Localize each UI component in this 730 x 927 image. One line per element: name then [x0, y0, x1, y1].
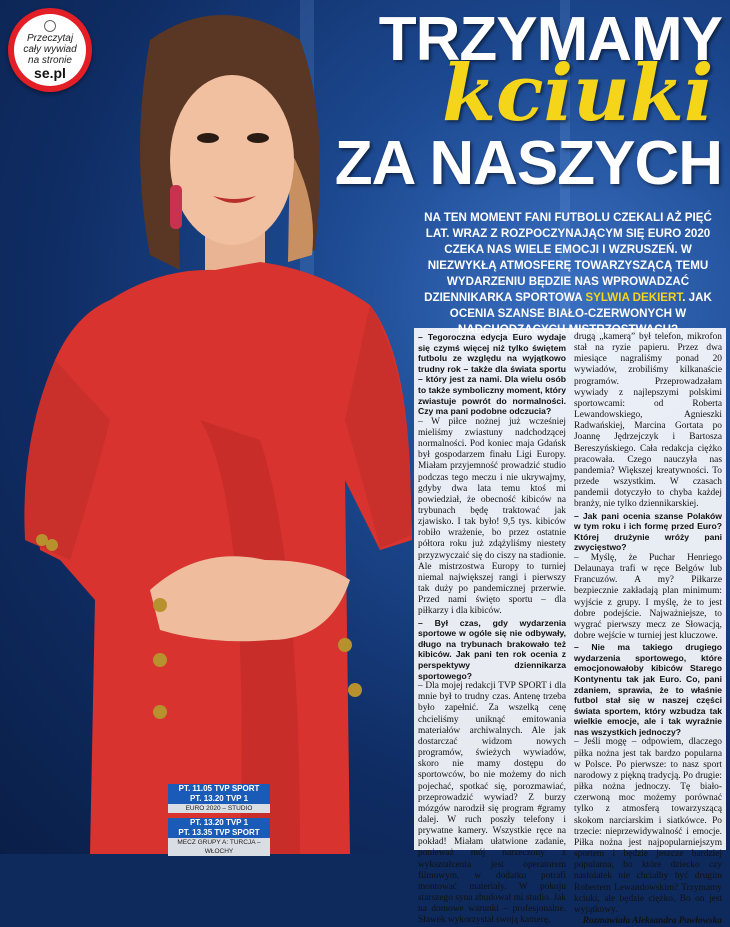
headline-line-3: ZA NASZYCH — [334, 129, 722, 198]
article-column-2 — [574, 332, 722, 927]
badge-line-2: cały wywiad — [23, 43, 77, 55]
question: – Nie ma takiego drugiego wydarzenia sportowego, które emocjonowałoby kibiców Starego Kontynentu tak jak Euro. Co, pani zdaniem, sprawia, że to właśnie futbol stał się w naszej części świata sportem, który wzbudza tak wielkie emocje, ale i tak wyraźnie nas wszystkich jednoczy? — [574, 642, 722, 737]
answer: – W piłce nożnej już wcześniej mieliśmy zwiastuny nadchodzącej normalności. Pod koniec maja Gdańsk był gospodarzem finału Ligi Europy. Miałam przyjemność prowadzić studio podczas tego meczu i nie ukrywajmy, gdyby dwa lata temu ktoś mi powiedział, że obecność kibiców na trybunach będę traktować jak zjawisko. I tak było! 9,5 tys. kibiców robiło wrażenie, bo przez ostatnie półtora roku już zdążyliśmy niestety przyzwyczaić się do ciszy na stadionie. Ale mistrzostwa Europy to turniej niemal największej rangi i pierwszy tak duży po pandemicznej przerwie. Przed nami święto sportu – dla piłkarzy i dla kibiców. — [418, 416, 566, 617]
eye-right — [247, 133, 269, 143]
headline-line-2: kciuki — [442, 48, 714, 139]
badge-brand: se.pl — [34, 64, 66, 81]
earring — [170, 185, 182, 229]
dress-button — [153, 598, 167, 612]
answer: – Myślę, że Puchar Henriego Delaunaya trafi w ręce Belgów lub Francuzów. A my? Piłkarze bezpiecznie zakładają plan minimum: wyjście z grupy. I myślę, że to jest dobre podejście. Najważniejsze, to wygrać pierwszy mecz ze Słowacją, dobre wejście w turniej jest kluczowe. — [574, 552, 722, 641]
answer: – Dla mojej redakcji TVP SPORT i dla mnie był to trudny czas. Antenę trzeba było zapełnić. Za wszelką cenę chcieliśmy uniknąć emitowania materiałów archiwalnych. Ale jak dostarczać widzom nowych programów, świeżych wywiadów, skoro nie mamy dostępu do sportowców, bo nie możemy do nich pojechać, spotkać się, porozmawiać, przeprowadzić wywiad? Z burzy mózgów narodził się program #gramy dalej. W ruch poszły telefony i prywatne kamery. Wszystkie ręce na pokład! Miałam ułatwione zadanie, ponieważ mój narzeczony z wykształcenia jest operatorem filmowym, w dodatku potrafi montować materiały. W pokoju starszego syna zbudował mi studio. Jak na domowe warunki – profesjonalne. Sławek wykorzystał swoją kamerę, — [418, 681, 566, 926]
headline-line-1: TRZYMAMY — [378, 5, 722, 74]
dress-button — [338, 638, 352, 652]
eye-left — [197, 133, 219, 143]
schedule-line: PT. 13.20 TVP 1 — [168, 818, 270, 828]
dress-button — [46, 539, 58, 551]
schedule-caption: MECZ GRUPY A: TURCJA – WŁOCHY — [168, 838, 270, 856]
globe-icon — [44, 20, 56, 32]
dress-button — [348, 683, 362, 697]
face — [170, 75, 294, 245]
dress-button — [153, 653, 167, 667]
se-pl-badge[interactable] — [8, 8, 92, 92]
schedule-line: PT. 13.20 TVP 1 — [168, 794, 270, 804]
schedule-box-1 — [168, 784, 270, 813]
schedule-line: PT. 11.05 TVP SPORT — [168, 784, 270, 794]
schedule-caption: EURO 2020 – STUDIO — [168, 804, 270, 813]
author-signature: Rozmawiała Aleksandra Pawłowska — [582, 915, 722, 926]
answer: – Jeśli mogę – odpowiem, dlaczego piłka nożna jest tak bardzo popularna w Polsce. Po pierwsze: to nasz sport narodowy z piękną tradycją. Po drugie: piłka nożna jednoczy. Tę biało-czerwoną moc możemy porównać tylko z atmosferą towarzyszącą skokom narciarskim i siatkówce. Po trzecie: nieprzewidywalność i emocje. Piłka nożna jest najpopularniejszym sportem i będzie jeszcze bardziej popularna, bo które dziecko czy nastolatek nie chciałby być drugim Robertem Lewandowskim? Trzymamy kciuki, ale będzie ciężko. Bo on jest wyjątkowy. — [574, 737, 722, 915]
lead-text: NA TEN MOMENT FANI FUTBOLU CZEKALI AŻ PIĘĆ LAT. WRAZ Z ROZPOCZYNAJĄCYM SIĘ EURO 2020 CZEKA NAS WIELE EMOCJI I WZRUSZEŃ. W NIEZWYKŁĄ ATMOSFERĘ TOWARZYSZĄCĄ TEMU WYDARZENIU BĘDZIE NAS WPROWADZAĆ DZIENNIKARKA SPORTOWA — [424, 211, 712, 304]
schedule-box-2 — [168, 818, 270, 856]
lead-paragraph — [412, 210, 724, 338]
question: – Tegoroczna edycja Euro wydaje się czymś więcej niż tylko świętem futbolu ze względu na wyjątkowo trudny rok – także dla świata sportu – który jest za nami. Dla wielu osób to także symboliczny moment, który zwiastuje powrót do normalności. Czy ma pani podobne odczucia? — [418, 332, 566, 417]
dress-button — [153, 705, 167, 719]
answer: drugą „kamerą” był telefon, mikrofon stał na ryzie papieru. Przez dwa miesiące nagraliśmy ponad 20 wywiadów, zrobiliśmy kilkanaście programów. Przeprowadzałam wywiady z najlepszymi polskimi sportowcami: od Roberta Lewandowskiego, Agnieszki Radwańskiej, Marcina Gortata po Joannę Jędrzejczyk i Bartosza Bereszyńskiego. Cała redakcja ciężko pracowała. Czego nauczyła nas pandemia? Większej kreatywności. To przede wszystkim. W czasach pandemii dotyczyło to chyba każdej branży, nie tylko dziennikarskiej. — [574, 332, 722, 510]
badge-content — [14, 14, 86, 86]
badge-line-3: na stronie — [28, 54, 72, 66]
question: – Jak pani ocenia szanse Polaków w tym roku i ich formę przed Euro? Której drużynie wróży pani zwycięstwo? — [574, 510, 722, 553]
article-column-1 — [418, 332, 566, 927]
question: – Był czas, gdy wydarzenia sportowe w ogóle się nie odbywały, długo na trybunach brakowało też kibiców. Jak pani ten rok ocenia z perspektywy dziennikarza sportowego? — [418, 617, 566, 681]
lead-text-end: . JAK OCENIA SZANSE BIAŁO-CZERWONYCH W — [449, 291, 712, 320]
badge-line-1: Przeczytaj — [26, 32, 74, 44]
schedule-line: PT. 13.35 TVP SPORT — [168, 828, 270, 838]
lead-highlight-name: SYLWIA DEKIERT — [585, 291, 683, 304]
